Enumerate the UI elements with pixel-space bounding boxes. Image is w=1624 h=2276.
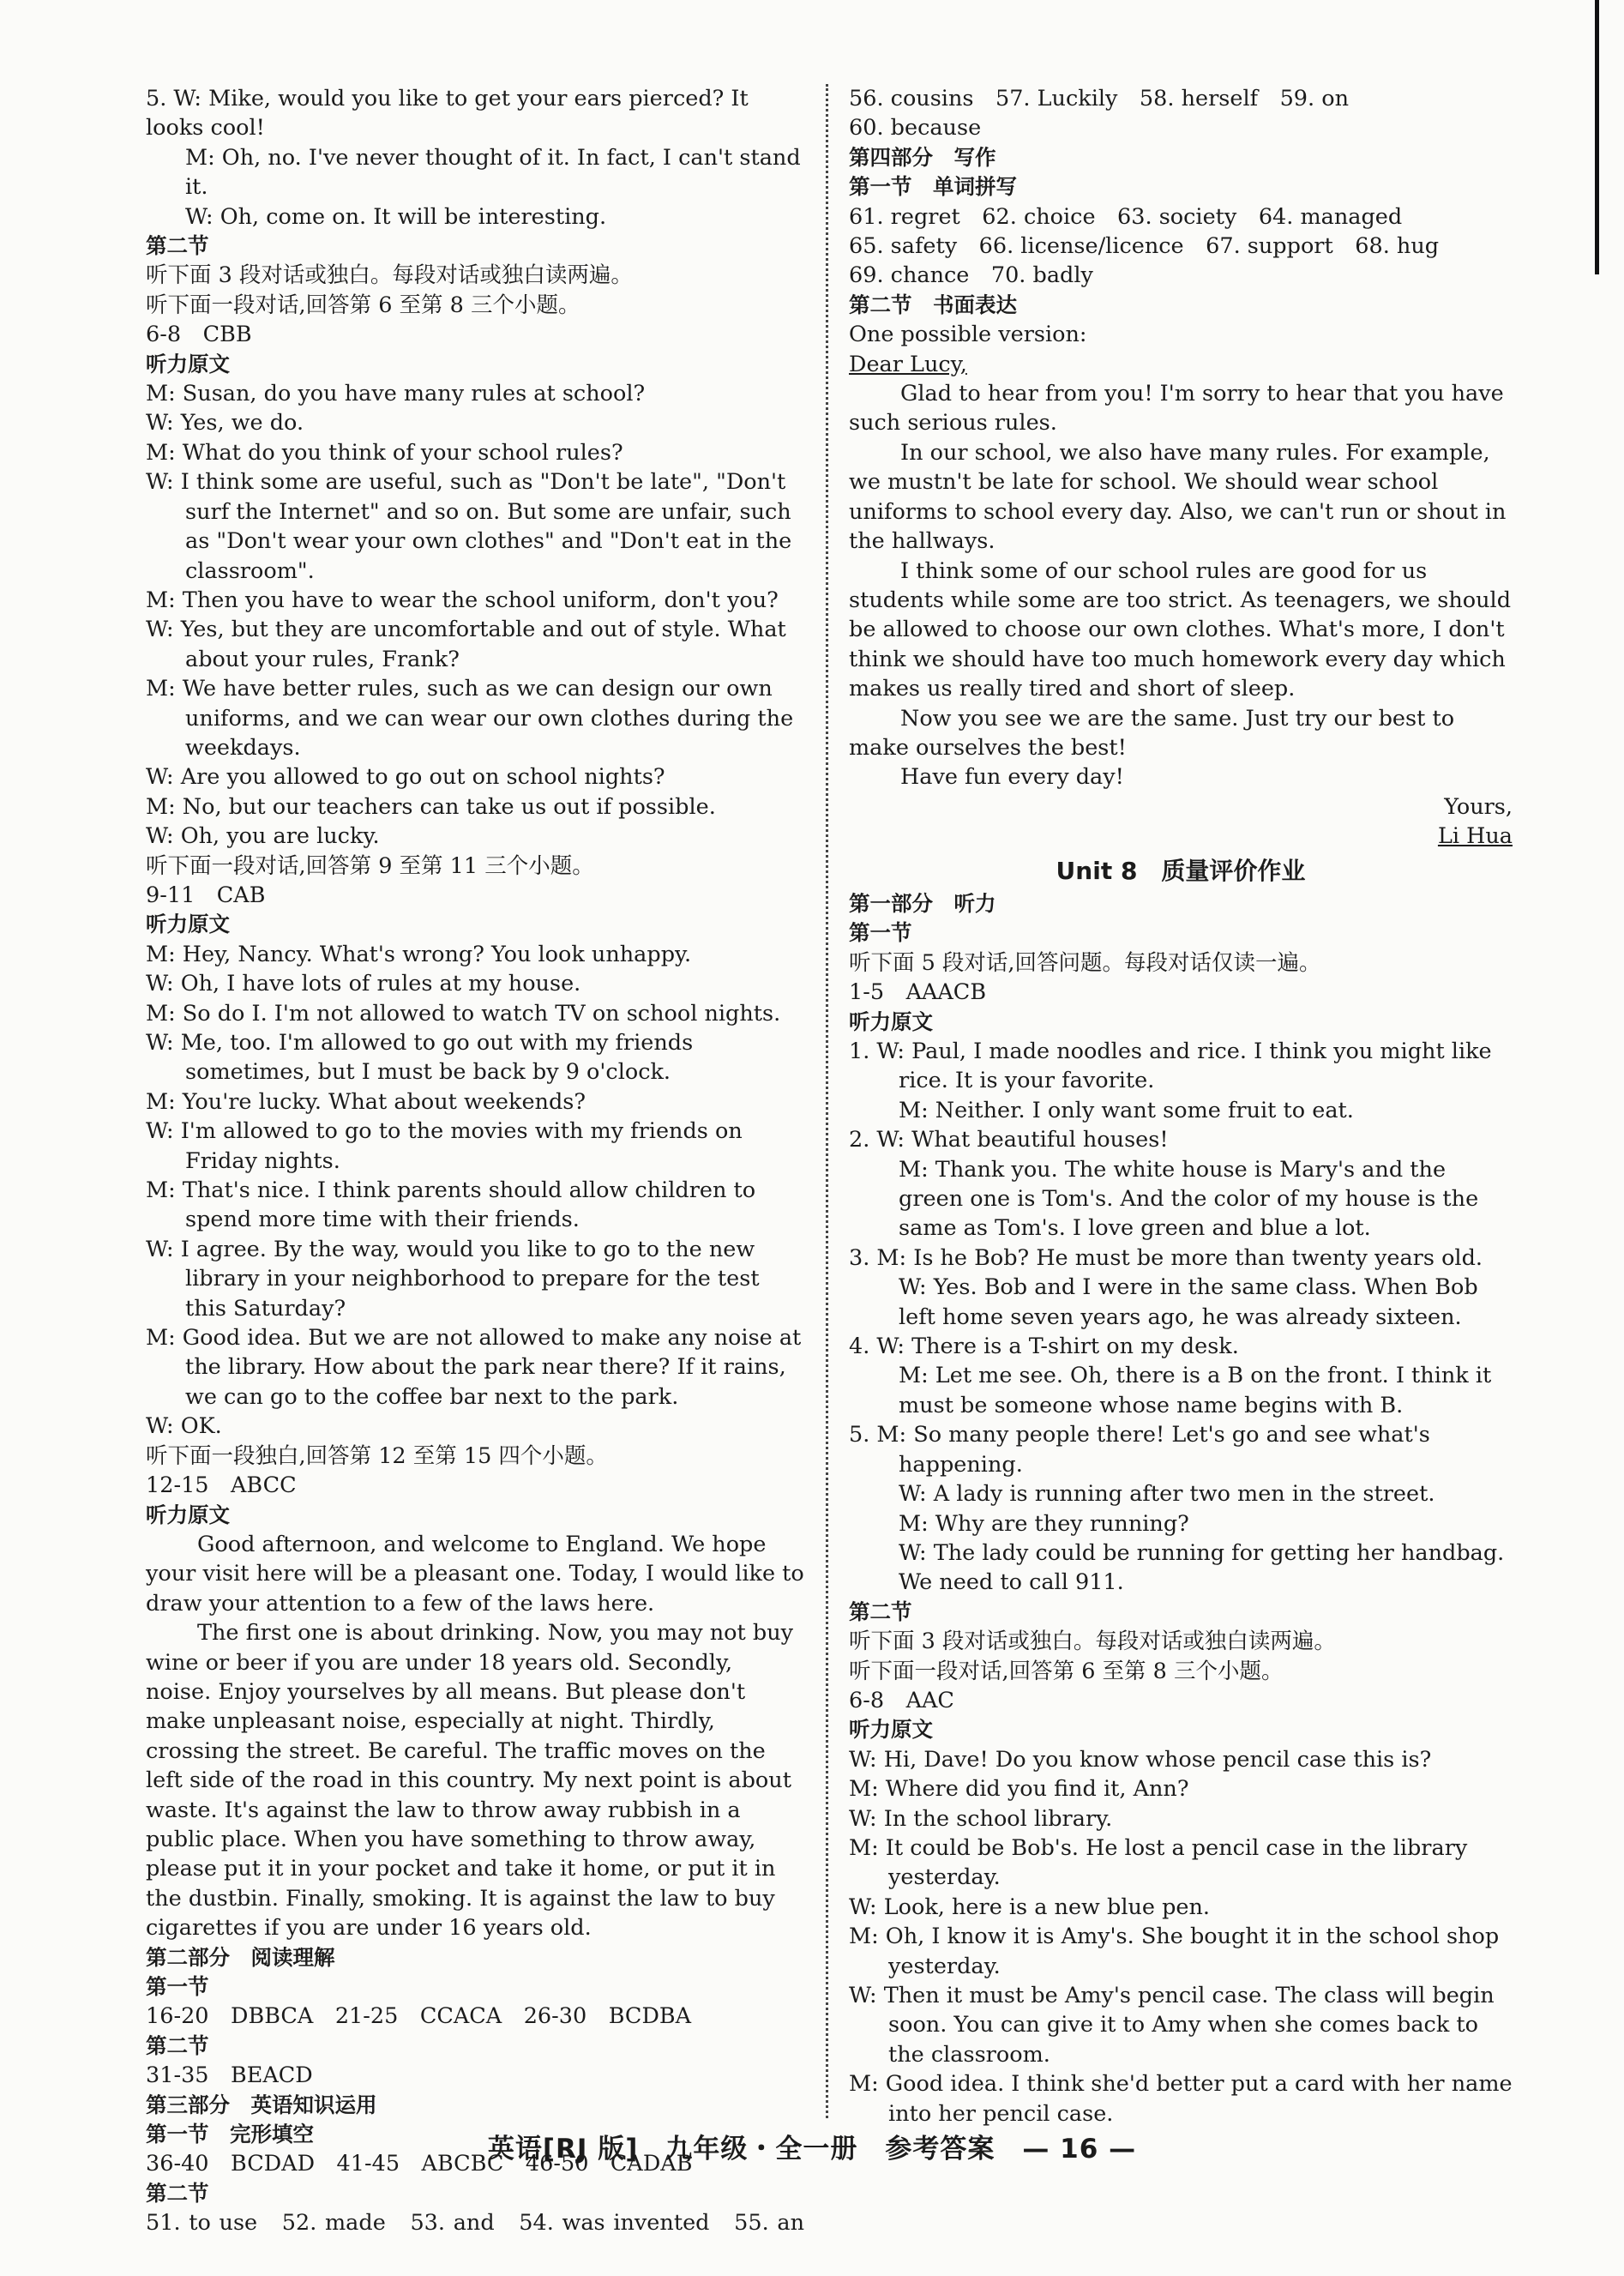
right-text-line: 第一部分 听力	[849, 890, 996, 916]
right-text-line: 4. W: There is a T-shirt on my desk.	[849, 1334, 1239, 1360]
left-text-line: W: OK.	[146, 1413, 222, 1440]
right-text-line: 6-8 AAC	[849, 1687, 954, 1713]
left-text-line: M: So do I. I'm not allowed to watch TV on school nights.	[146, 1000, 781, 1027]
left-text-line: M: Then you have to wear the school uniform, don't you?	[146, 587, 779, 613]
left-text-line: 12-15 ABCC	[146, 1472, 297, 1499]
left-text-line: 第一节 完形填空	[146, 2122, 314, 2147]
page-footer: 英语[RJ 版] 九年级・全一册 参考答案 — 16 —	[487, 2134, 1137, 2165]
right-text-line: W: In the school library.	[849, 1805, 1113, 1832]
left-text-line: M: You're lucky. What about weekends?	[146, 1088, 586, 1115]
right-text-line: 65. safety 66. license/licence 67. support 68. hug	[849, 233, 1440, 260]
left-text-line: M: We have better rules, such as we can design our own uniforms, and we can wear our own clothes during the weekdays.	[146, 676, 794, 761]
right-text-line: 56. cousins 57. Luckily 58. herself 59. on	[849, 86, 1350, 111]
right-column	[849, 84, 1513, 2128]
left-text-line: 听下面一段对话,回答第 6 至第 8 三个小题。	[146, 292, 580, 318]
right-text-line: In our school, we also have many rules. For example, we mustn't be late for school. We should wear school uniforms to school every day. Also, we can't run or shout in the hallways.	[849, 439, 1507, 555]
right-text-line: 69. chance 70. badly	[849, 262, 1093, 289]
left-text-line: W: Yes, we do.	[146, 410, 304, 437]
left-text-line: M: That's nice. I think parents should allow children to spend more time with their friends.	[146, 1177, 756, 1233]
right-text-line: Have fun every day!	[900, 764, 1124, 791]
right-text-line: 第一节	[849, 920, 912, 946]
left-text-line: W: Yes, but they are uncomfortable and out of style. What about your rules, Frank?	[146, 617, 786, 672]
right-text-line: W: The lady could be running for getting her handbag. We need to call 911.	[899, 1539, 1505, 1596]
right-text-line: 第一节 单词拼写	[849, 174, 1017, 200]
left-text-line: M: Good idea. But we are not allowed to make any noise at the library. How about the park near there? If it rains, we can go to the coffee bar next to the park.	[146, 1325, 802, 1410]
left-text-line: 16-20 DBBCA 21-25 CCACA 26-30 BCDBA	[146, 2003, 692, 2030]
right-text-line: 60. because	[849, 115, 982, 141]
left-text-line: 6-8 CBB	[146, 322, 252, 348]
left-text-line: 听力原文	[146, 1502, 230, 1527]
right-text-line: 3. M: Is he Bob? He must be more than twenty years old.	[849, 1244, 1483, 1271]
right-text-line: M: It could be Bob's. He lost a pencil case in the library yesterday.	[849, 1834, 1468, 1891]
right-text-line: M: Where did you find it, Ann?	[849, 1776, 1189, 1803]
right-text-line: 第四部分 写作	[849, 144, 996, 170]
left-text-line: 第三部分 英语知识运用	[146, 2092, 377, 2117]
right-text-line: 听力原文	[849, 1009, 933, 1034]
left-text-line: The first one is about drinking. Now, you may not buy wine or beer if you are under 18 years old. Secondly, noise. Enjoy yourselves by all means. But please don't make unpleasant noise, especially at night. Thirdly, crossing the street. Be careful. The traffic moves on the left side of the road in this country. My next point is about waste. It's against the law to throw away rubbish in a public place. When you have something to throw away, please put it in your pocket and take it home, or put it in the dustbin. Finally, smoking. It is against the law to buy cigarettes if you are under 16 years old.	[146, 1620, 794, 1942]
left-text-line: 9-11 CAB	[146, 882, 266, 908]
right-text-line: Li Hua	[1437, 823, 1513, 850]
left-text-line: M: Oh, no. I've never thought of it. In fact, I can't stand it.	[185, 144, 801, 201]
page-edge-bar	[1595, 0, 1599, 274]
left-text-line: 第二节	[146, 233, 209, 259]
left-text-line: 听力原文	[146, 912, 230, 937]
right-text-line: W: Look, here is a new blue pen.	[849, 1894, 1211, 1920]
left-text-line: 5. W: Mike, would you like to get your ears pierced? It looks cool!	[146, 86, 749, 141]
left-text-line: M: Susan, do you have many rules at school?	[146, 381, 646, 407]
right-text-line: 5. M: So many people there! Let's go and see what's happening.	[849, 1422, 1430, 1478]
right-text-line: 听下面一段对话,回答第 6 至第 8 三个小题。	[849, 1658, 1284, 1684]
right-text-line: 听力原文	[849, 1717, 933, 1743]
left-text-line: W: Are you allowed to go out on school nights?	[146, 764, 665, 791]
left-text-line: 第一节	[146, 1974, 209, 1999]
right-text-line: 61. regret 62. choice 63. society 64. managed	[849, 203, 1403, 230]
right-text-line: Yours,	[1444, 793, 1513, 820]
left-text-line: W: I'm allowed to go to the movies with my friends on Friday nights.	[146, 1118, 743, 1174]
right-text-line: 第二节	[849, 1599, 912, 1624]
left-text-line: 听下面一段独白,回答第 12 至第 15 四个小题。	[146, 1442, 608, 1469]
right-text-line: M: Why are they running?	[899, 1510, 1189, 1537]
left-text-line: W: Oh, you are lucky.	[146, 823, 380, 850]
right-text-line: One possible version:	[849, 322, 1087, 348]
right-text-line: 第二节 书面表达	[849, 292, 1017, 317]
left-text-line: M: No, but our teachers can take us out if possible.	[146, 793, 716, 820]
left-text-line: M: Hey, Nancy. What's wrong? You look unhappy.	[146, 941, 692, 967]
left-text-line: 第二节	[146, 2180, 209, 2206]
left-text-line: W: I agree. By the way, would you like to go to the new library in your neighborhood to prepare for the test this Saturday?	[146, 1236, 760, 1322]
left-text-line: 第二节	[146, 2032, 209, 2058]
right-text-line: M: Oh, I know it is Amy's. She bought it in the school shop yesterday.	[849, 1924, 1500, 1979]
left-column	[146, 84, 804, 2238]
right-text-line: 1. W: Paul, I made noodles and rice. I think you might like rice. It is your favorite.	[849, 1039, 1492, 1094]
left-text-line: 51. to use 52. made 53. and 54. was invented 55. an	[146, 2210, 804, 2237]
right-text-line: 1-5 AAACB	[849, 979, 987, 1006]
right-text-line: Glad to hear from you! I'm sorry to hear that you have such serious rules.	[849, 381, 1504, 437]
right-text-line: Dear Lucy,	[849, 351, 967, 377]
column-divider	[826, 84, 828, 2118]
left-text-line: Good afternoon, and welcome to England. We hope your visit here will be a pleasant one. Today, I would like to draw your attention to a few of the laws here.	[146, 1531, 804, 1617]
right-text-line: 听下面 3 段对话或独白。每段对话或独白读两遍。	[849, 1629, 1336, 1655]
left-text-line: 听下面 3 段对话或独白。每段对话或独白读两遍。	[146, 262, 633, 289]
right-text-line: Unit 8 质量评价作业	[1056, 856, 1306, 885]
right-text-line: W: Yes. Bob and I were in the same class. When Bob left home seven years ago, he was already sixteen.	[899, 1274, 1478, 1330]
left-text-line: W: Me, too. I'm allowed to go out with my friends sometimes, but I must be back by 9 o'clock.	[146, 1030, 694, 1086]
right-text-line: M: Neither. I only want some fruit to eat.	[899, 1097, 1354, 1123]
left-text-line: 听下面一段对话,回答第 9 至第 11 三个小题。	[146, 852, 594, 879]
left-text-line: W: I think some are useful, such as "Don't be late", "Don't surf the Internet" and so on. But some are unfair, such as "Don't wear your own clothes" and "Don't eat in the classroom".	[146, 469, 792, 584]
right-text-line: W: Then it must be Amy's pencil case. The class will begin soon. You can give it to Amy when she comes back to the classroom.	[849, 1983, 1495, 2068]
right-text-line: Now you see we are the same. Just try our best to make ourselves the best!	[849, 705, 1455, 761]
right-text-line: M: Good idea. I think she'd better put a card with her name into her pencil case.	[849, 2071, 1513, 2127]
left-text-line: M: What do you think of your school rules?	[146, 439, 623, 466]
left-text-line: 第二部分 阅读理解	[146, 1944, 335, 1970]
left-text-line: 31-35 BEACD	[146, 2062, 313, 2089]
left-text-line: 36-40 BCDAD 41-45 ABCBC 46-50 CADAB	[146, 2151, 693, 2177]
right-text-line: I think some of our school rules are good for us students while some are too strict. As teenagers, we should be allowed to choose our own clothes. What's more, I don't think we should have too much homework every day which makes us really tired and short of sleep.	[849, 557, 1512, 702]
left-text-line: W: Oh, I have lots of rules at my house.	[146, 971, 581, 997]
right-text-line: W: A lady is running after two men in the street.	[899, 1481, 1435, 1508]
right-text-line: W: Hi, Dave! Do you know whose pencil case this is?	[849, 1746, 1432, 1773]
right-text-line: M: Thank you. The white house is Mary's and the green one is Tom's. And the color of my house is the same as Tom's. I love green and blue a lot.	[899, 1156, 1479, 1242]
left-text-line: 听力原文	[146, 351, 230, 376]
left-text-line: W: Oh, come on. It will be interesting.	[185, 203, 607, 230]
right-text-line: 2. W: What beautiful houses!	[849, 1127, 1169, 1153]
right-text-line: 听下面 5 段对话,回答问题。每段对话仅读一遍。	[849, 949, 1321, 976]
right-text-line: M: Let me see. Oh, there is a B on the front. I think it must be someone whose name begins with B.	[899, 1363, 1492, 1418]
